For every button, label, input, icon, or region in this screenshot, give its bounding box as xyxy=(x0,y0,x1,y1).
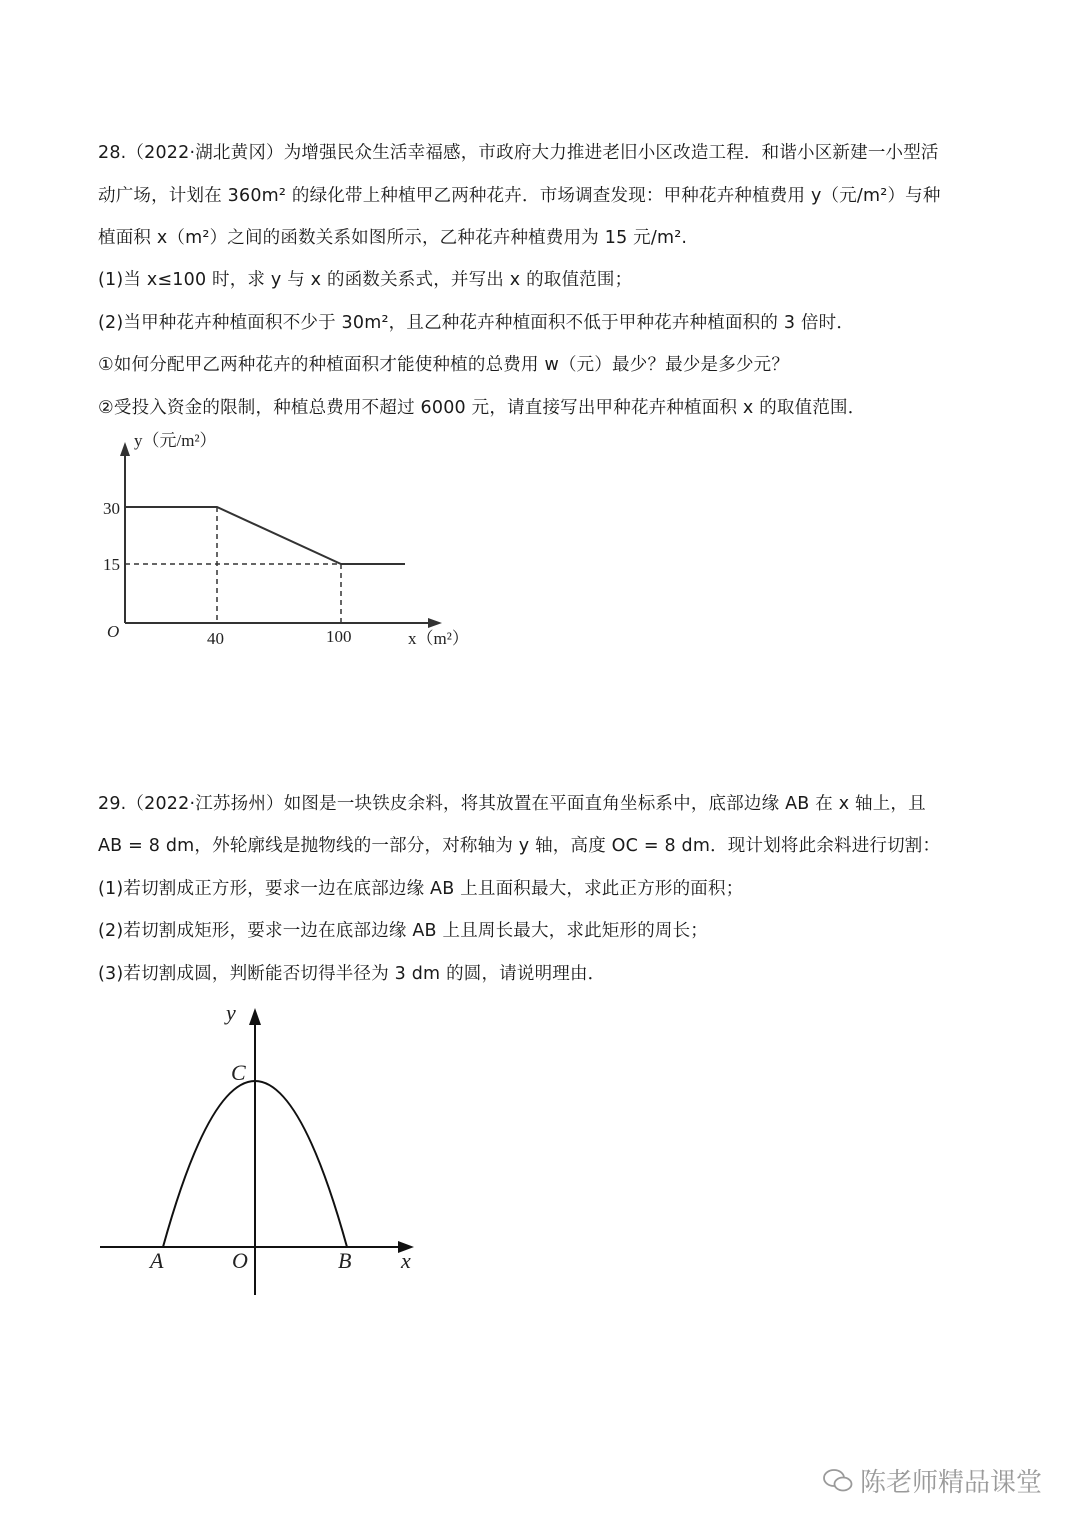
q29-line: (3)若切割成圆，判断能否切得半径为 3 dm 的圆，请说明理由． xyxy=(98,964,606,984)
watermark-text: 陈老师精品课堂 xyxy=(860,1468,1043,1498)
q28-line: ①如何分配甲乙两种花卉的种植面积才能使种植的总费用 w（元）最少？最少是多少元？ xyxy=(98,355,790,375)
y-arrow-icon xyxy=(249,1008,261,1025)
y-arrow-icon xyxy=(120,442,130,456)
q28-line: (2)当甲种花卉种植面积不少于 30m²，且乙种花卉种植面积不低于甲种花卉种植面积的 3 倍时． xyxy=(98,313,855,333)
function-line xyxy=(125,507,405,564)
cost-graph xyxy=(120,442,442,628)
q29-line: 29.（2022·江苏扬州）如图是一块铁皮余料，将其放置在平面直角坐标系中，底部边缘 AB 在 x 轴上，且 xyxy=(98,794,926,814)
y-label: y xyxy=(226,1000,236,1025)
y-tick: 15 xyxy=(103,555,120,574)
q28-line: 28.（2022·湖北黄冈）为增强民众生活幸福感，市政府大力推进老旧小区改造工程．和谐小区新建一小型活 xyxy=(98,143,939,163)
q28-line: ②受投入资金的限制，种植总费用不超过 6000 元，请直接写出甲种花卉种植面积 x 的取值范围． xyxy=(98,398,866,418)
wechat-icon xyxy=(822,1467,854,1495)
watermark xyxy=(822,1462,1042,1499)
x-arrow-icon xyxy=(428,618,442,628)
point-b-label: B xyxy=(338,1248,352,1273)
parabola-graph xyxy=(100,1008,414,1295)
guide-lines xyxy=(125,507,341,623)
point-a-label: A xyxy=(150,1248,164,1273)
y-tick: 30 xyxy=(103,499,120,518)
q29-line: AB = 8 dm，外轮廓线是抛物线的一部分，对称轴为 y 轴，高度 OC = 8 dm．现计划将此余料进行切割： xyxy=(98,836,941,856)
y-axis-label: y（元/m²） xyxy=(134,431,217,450)
q29-line: (1)若切割成正方形，要求一边在底部边缘 AB 上且面积最大，求此正方形的面积； xyxy=(98,879,744,899)
point-o-label: O xyxy=(232,1248,248,1273)
x-tick: 100 xyxy=(326,627,352,646)
q28-line: (1)当 x≤100 时，求 y 与 x 的函数关系式，并写出 x 的取值范围； xyxy=(98,270,633,290)
q28-line: 植面积 x（m²）之间的函数关系如图所示，乙种花卉种植费用为 15 元/m². xyxy=(98,228,688,248)
point-c-label: C xyxy=(231,1060,246,1085)
q29-line: (2)若切割成矩形，要求一边在底部边缘 AB 上且周长最大，求此矩形的周长； xyxy=(98,921,708,941)
x-axis-label: x（m²） xyxy=(408,629,469,648)
x-label: x xyxy=(401,1248,411,1273)
x-tick: 40 xyxy=(207,629,224,648)
q28-line: 动广场，计划在 360m² 的绿化带上种植甲乙两种花卉．市场调查发现：甲种花卉种植费用 y（元/m²）与种 xyxy=(98,186,941,206)
origin-label: O xyxy=(107,622,120,641)
